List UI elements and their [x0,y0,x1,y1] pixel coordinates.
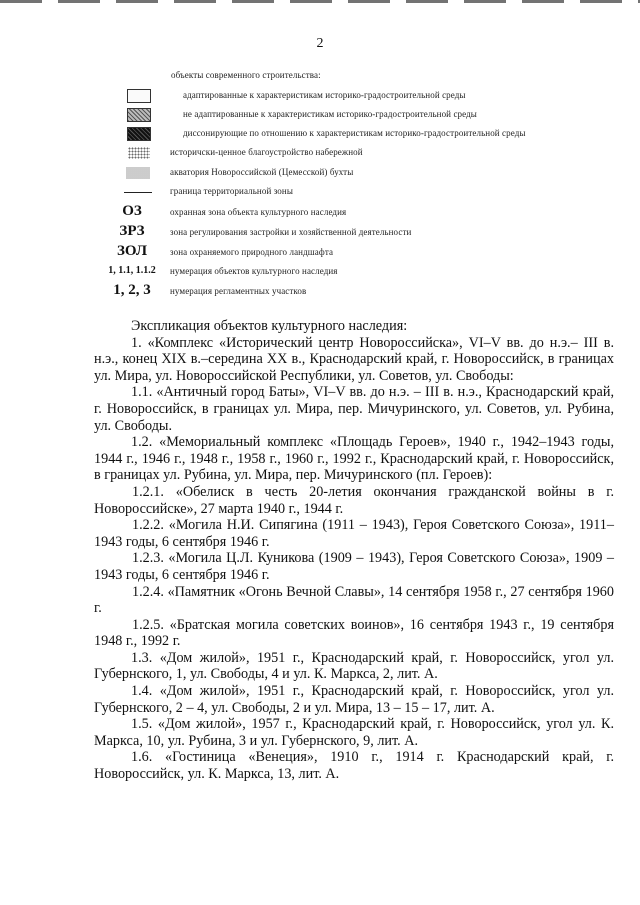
legend-row-zrz [0,224,640,242]
legend-header: объекты современного строительства: [171,70,321,80]
heritage-item-1-1: 1.1. «Античный город Баты», VI–V вв. до н.э. – III в. н.э., Краснодарский край, г. Новороссийск, в границах ул. Мира, пер. Мичуринского, ул. Советов, ул. Рубина, ул. Свободы. [94,384,614,434]
heritage-item-1-6: 1.6. «Гостиница «Венеция», 1910 г., 1914 г. Краснодарский край, г. Новороссийск, ул. К. Маркса, 13, лит. А. [94,749,614,783]
legend-row-zol [0,244,640,262]
legend-row-object-numbering [0,264,640,282]
heritage-item-1-5: 1.5. «Дом жилой», 1957 г., Краснодарский край, г. Новороссийск, угол ул. К. Маркса, 10, ул. Рубина, 3 и ул. Губернского, 9, лит. А. [94,716,614,749]
legend-code: ЗРЗ [119,223,145,239]
adapted-building-swatch-icon [127,89,151,103]
page-number: 2 [316,36,324,51]
legend-code: ОЗ [122,203,142,219]
heritage-item-1-2-2: 1.2.2. «Могила Н.И. Сипягина (1911 – 1943), Героя Советского Союза», 1911–1943 годы, 6 сентября 1946 г. [94,517,614,550]
legend-text: зона охраняемого природного ландшафта [170,247,334,257]
legend-text: нумерация объектов культурного наследия [170,266,338,276]
zone-border-line-icon [124,192,152,193]
legend-row-adapted [0,88,640,106]
legend-code: ЗОЛ [116,243,147,259]
embankment-pattern-icon [128,147,150,159]
legend-text: не адаптированные к характеристикам историко-градостроительной среды [183,109,477,119]
legend-code: 1, 1.1, 1.1.2 [108,265,156,276]
legend-row-oz [0,204,640,222]
legend-text: акватория Новороссийской (Цемесской) бухты [170,167,354,177]
legend-text: охранная зона объекта культурного наследия [170,207,347,217]
legend-row-zone-border [0,184,640,202]
heritage-item-1-2-1: 1.2.1. «Обелиск в честь 20-летия окончания гражданской войны в г. Новороссийске», 27 марта 1940 г., 1944 г. [94,483,614,517]
legend-code: 1, 2, 3 [113,282,151,298]
heritage-item-1: 1. «Комплекс «Исторический центр Новороссийска», VI–V вв. до н.э.– III в. н.э., конец XIX в.–середина XX в., Краснодарский край, г. Новороссийск, в границах ул. Мира, ул. Новороссийской Республики, ул. Советов, ул. Свободы: [94,334,614,384]
legend-text: граница территориальной зоны [170,186,293,196]
heritage-item-1-2-3: 1.2.3. «Могила Ц.Л. Куникова (1909 – 1943), Героя Советского Союза», 1909 – 1943 годы, 6 сентября 1946 г. [94,550,614,583]
legend-row-site-numbering [0,283,640,301]
legend-text: зона регулирования застройки и хозяйственной деятельности [170,227,412,237]
explication-section [94,318,614,783]
not-adapted-building-swatch-icon [127,108,151,122]
water-area-pattern-icon [126,167,150,179]
dissonant-building-swatch-icon [127,127,151,141]
heritage-item-1-3: 1.3. «Дом жилой», 1951 г., Краснодарский край, г. Новороссийск, угол ул. Губернского, 1, ул. Свободы, 4 и ул. К. Маркса, 2, лит. А. [94,649,614,683]
heritage-item-1-2-4: 1.2.4. «Памятник «Огонь Вечной Славы», 14 сентября 1958 г., 27 сентября 1960 г. [94,583,614,617]
legend-text: нумерация регламентных участков [170,286,307,296]
scan-top-edge [0,0,640,3]
legend-row-embankment [0,145,640,163]
heritage-item-1-2-5: 1.2.5. «Братская могила советских воинов», 16 сентября 1943 г., 19 сентября 1948 г., 1992 г. [94,616,614,650]
section-title: Экспликация объектов культурного наследия: [131,318,408,334]
heritage-item-1-2: 1.2. «Мемориальный комплекс «Площадь Героев», 1940 г., 1942–1943 годы, 1944 г., 1946 г., 1948 г., 1958 г., 1960 г., 1992 г., Краснодарский край, г. Новороссийск, в границах ул. Рубина, ул. Мира, пер. Мичуринского (пл. Героев): [94,434,614,484]
legend-row-dissonant [0,126,640,144]
legend-row-not-adapted [0,107,640,125]
legend-text: историчски-ценное благоустройство набережной [170,147,363,157]
legend-text: адаптированные к характеристикам историко-градостроительной среды [183,90,466,100]
legend-text: диссонирующие по отношению к характеристикам историко-градостроительной среды [183,128,526,138]
heritage-item-1-4: 1.4. «Дом жилой», 1951 г., Краснодарский край, г. Новороссийск, угол ул. Губернского, 2 – 4, ул. Свободы, 2 и ул. Мира, 13 – 15 – 17, лит. А. [94,683,614,716]
legend-row-bay [0,165,640,183]
